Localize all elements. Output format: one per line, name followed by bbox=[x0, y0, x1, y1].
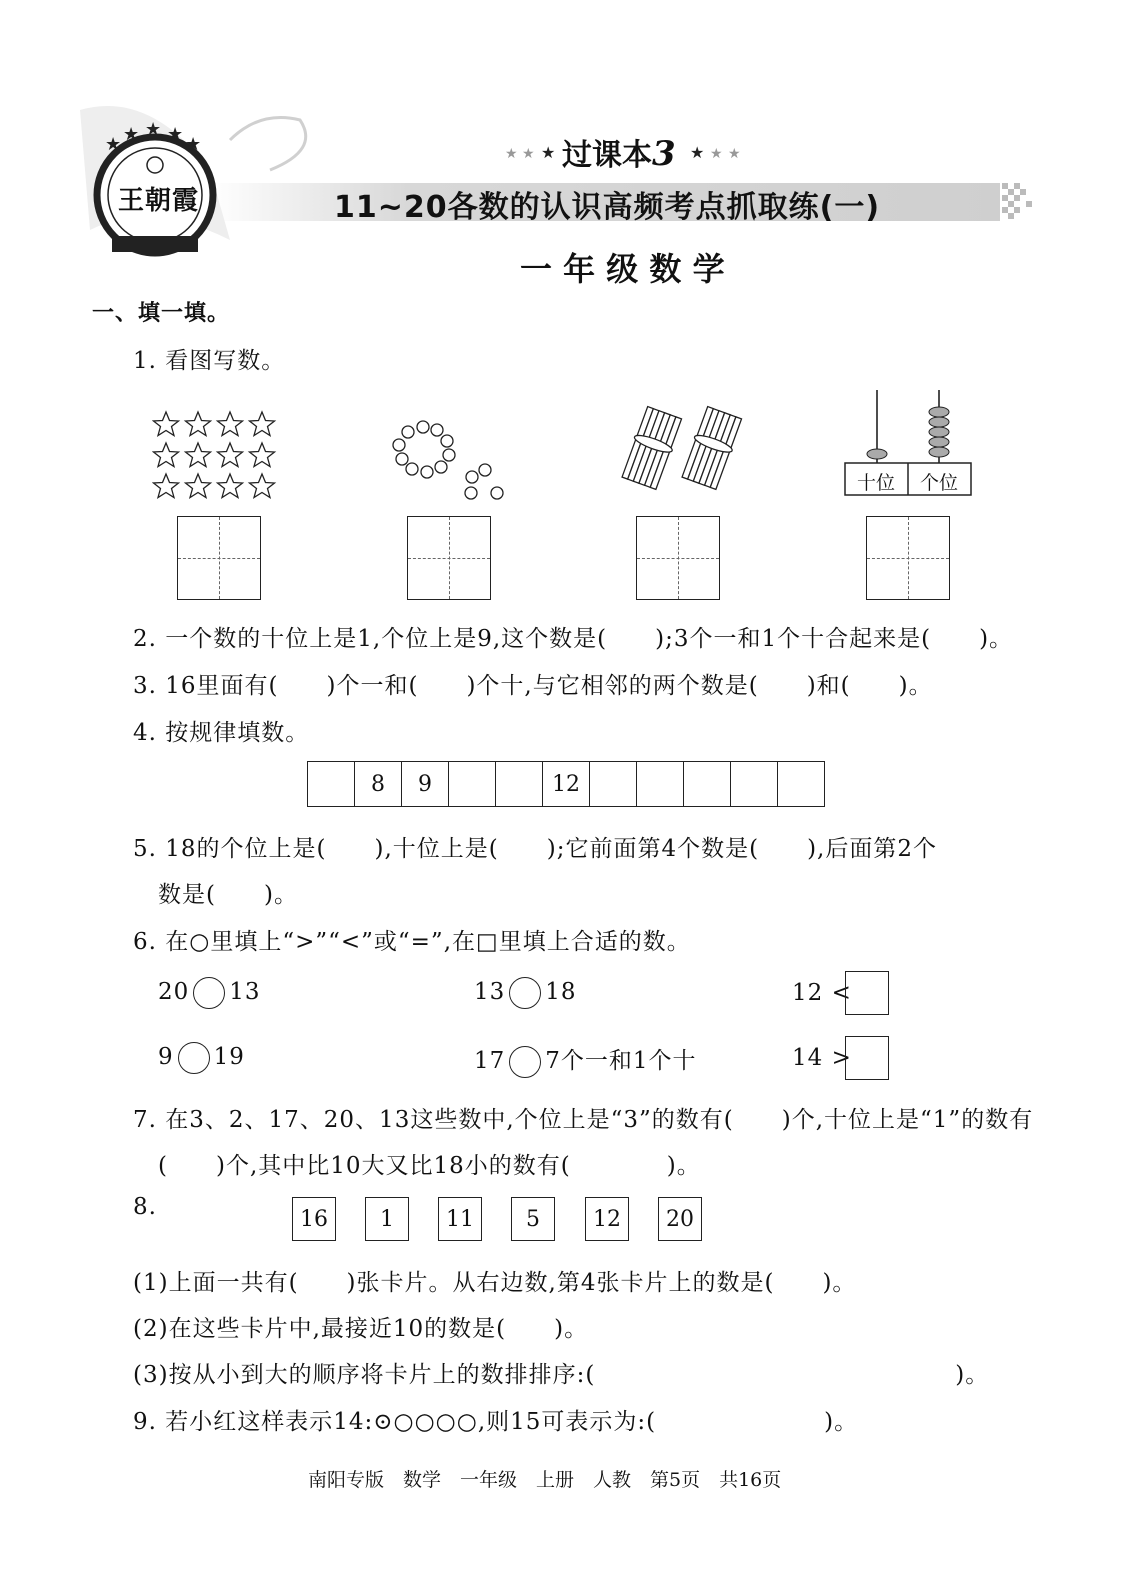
answer-grid-stars[interactable] bbox=[177, 516, 261, 600]
answer-grid-bundles[interactable] bbox=[636, 516, 720, 600]
compare-left: 20 bbox=[158, 979, 190, 1005]
compare-left: 14 > bbox=[792, 1045, 852, 1071]
svg-text:★: ★ bbox=[505, 146, 518, 162]
question-8-sub2: (2)在这些卡片中,最接近10的数是( )。 bbox=[133, 1316, 589, 1342]
question-3: 3. 16里面有( )个一和( )个十,与它相邻的两个数是( )和( )。 bbox=[133, 673, 933, 699]
answer-grid-abacus[interactable] bbox=[866, 516, 950, 600]
svg-text:★: ★ bbox=[541, 143, 556, 162]
svg-text:★: ★ bbox=[710, 146, 723, 162]
compare-item bbox=[474, 977, 577, 1009]
question-8-sub3: (3)按从小到大的顺序将卡片上的数排排序:( )。 bbox=[133, 1362, 990, 1388]
section-heading: 一、填一填。 bbox=[92, 301, 231, 326]
compare-circle[interactable] bbox=[509, 977, 541, 1009]
svg-text:★: ★ bbox=[105, 134, 122, 155]
sequence-cell[interactable] bbox=[731, 762, 778, 807]
question-2: 2. 一个数的十位上是1,个位上是9,这个数是( );3个一和1个十合起来是( )。 bbox=[133, 626, 1014, 652]
sequence-cell[interactable] bbox=[496, 762, 543, 807]
sequence-cell[interactable] bbox=[684, 762, 731, 807]
compare-item bbox=[158, 1042, 245, 1074]
compare-item bbox=[792, 1045, 852, 1071]
question-6: 6. 在○里填上“>”“<”或“=”,在□里填上合适的数。 bbox=[133, 929, 691, 955]
number-card: 12 bbox=[585, 1197, 629, 1241]
question-8-label: 8. bbox=[133, 1194, 157, 1220]
abacus-tens-label: 十位 bbox=[857, 472, 896, 494]
sequence-cell: 9 bbox=[402, 762, 449, 807]
sequence-cell[interactable] bbox=[637, 762, 684, 807]
series-label bbox=[562, 130, 676, 174]
question-9: 9. 若小红这样表示14:⊙○○○○,则15可表示为:( )。 bbox=[133, 1409, 859, 1435]
svg-text:★: ★ bbox=[185, 134, 202, 155]
answer-box[interactable] bbox=[845, 971, 889, 1015]
question-7-line1: 7. 在3、2、17、20、13这些数中,个位上是“3”的数有( )个,十位上是“1”的数有 bbox=[133, 1107, 1034, 1133]
compare-right: 18 bbox=[545, 979, 577, 1005]
series-number: 3 bbox=[652, 134, 676, 174]
compare-right: 7个一和1个十 bbox=[545, 1048, 697, 1074]
compare-right: 19 bbox=[213, 1044, 245, 1070]
sequence-cell[interactable] bbox=[778, 762, 825, 807]
number-card: 1 bbox=[365, 1197, 409, 1241]
svg-text:★: ★ bbox=[123, 124, 140, 145]
sequence-table bbox=[307, 761, 825, 807]
sequence-cell[interactable] bbox=[590, 762, 637, 807]
compare-item bbox=[158, 977, 261, 1009]
compare-right: 13 bbox=[229, 979, 261, 1005]
stars-picture bbox=[152, 410, 287, 505]
compare-item bbox=[792, 980, 852, 1006]
svg-text:★: ★ bbox=[167, 124, 184, 145]
compare-left: 13 bbox=[474, 979, 506, 1005]
compare-left: 9 bbox=[158, 1044, 174, 1070]
svg-text:★: ★ bbox=[145, 119, 162, 140]
page-title: 11~20各数的认识高频考点抓取练(一) bbox=[334, 190, 881, 225]
question-5-line2: 数是( )。 bbox=[158, 882, 298, 908]
number-card: 16 bbox=[292, 1197, 336, 1241]
compare-left: 12 < bbox=[792, 980, 852, 1006]
compare-item bbox=[474, 1042, 697, 1078]
compare-left: 17 bbox=[474, 1048, 506, 1074]
svg-text:★: ★ bbox=[522, 146, 535, 162]
sequence-cell: 12 bbox=[543, 762, 590, 807]
page-footer: 南阳专版 数学 一年级 上册 人教 第5页 共16页 bbox=[308, 1469, 782, 1491]
bundles-picture bbox=[615, 405, 745, 495]
svg-text:★: ★ bbox=[690, 143, 705, 162]
abacus-ones-label: 个位 bbox=[920, 472, 959, 494]
question-1: 1. 看图写数。 bbox=[133, 348, 286, 374]
circles-picture bbox=[385, 415, 515, 510]
sequence-cell: 8 bbox=[355, 762, 402, 807]
answer-grid-circles[interactable] bbox=[407, 516, 491, 600]
number-card: 11 bbox=[438, 1197, 482, 1241]
compare-circle[interactable] bbox=[509, 1046, 541, 1078]
logo-text: 王朝霞 bbox=[118, 186, 200, 216]
sequence-cell[interactable] bbox=[449, 762, 496, 807]
series-label-text: 过课本 bbox=[562, 138, 652, 173]
question-8-sub1: (1)上面一共有( )张卡片。从右边数,第4张卡片上的数是( )。 bbox=[133, 1270, 857, 1296]
question-7-line2: ( )个,其中比10大又比18小的数有( )。 bbox=[158, 1153, 701, 1179]
compare-circle[interactable] bbox=[178, 1042, 210, 1074]
number-card: 5 bbox=[511, 1197, 555, 1241]
number-card: 20 bbox=[658, 1197, 702, 1241]
page-subtitle: 一 年 级 数 学 bbox=[520, 250, 725, 288]
answer-box[interactable] bbox=[845, 1036, 889, 1080]
compare-circle[interactable] bbox=[193, 977, 225, 1009]
sequence-cell[interactable] bbox=[308, 762, 355, 807]
question-5-line1: 5. 18的个位上是( ),十位上是( );它前面第4个数是( ),后面第2个 bbox=[133, 836, 937, 862]
question-4: 4. 按规律填数。 bbox=[133, 720, 310, 746]
svg-text:★: ★ bbox=[728, 146, 741, 162]
